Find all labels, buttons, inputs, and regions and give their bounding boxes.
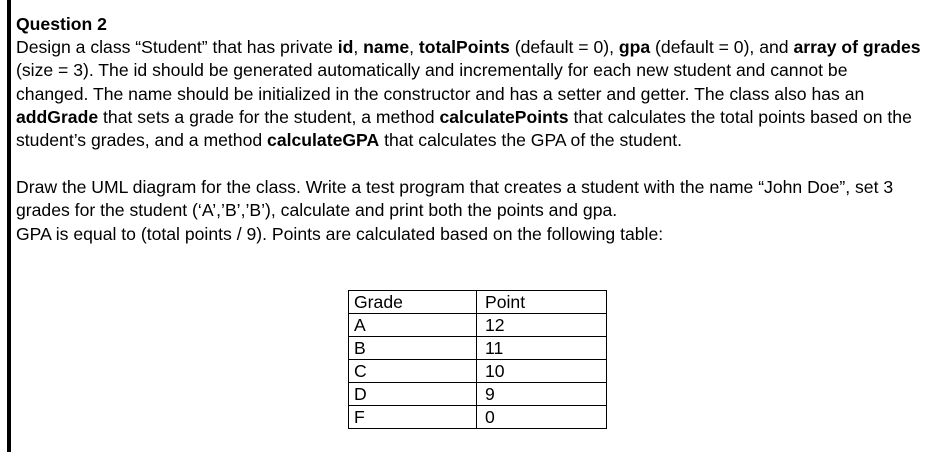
table-cell-grade: B [349,337,477,360]
table-cell-grade: A [349,314,477,337]
grade-points-table [348,290,607,429]
bold-term-id: id [337,37,354,58]
text-segment: that sets a grade for the student, a method [98,106,440,127]
table-cell-point: 12 [477,314,607,337]
text-segment: that calculates the GPA of the student. [379,130,683,151]
table-row [349,406,607,429]
text-segment: Design a class “Student” that has private [16,37,338,58]
table-cell-point: 10 [477,360,607,383]
question-block [16,13,921,246]
table-row [349,360,607,383]
table-cell-point: 9 [477,383,607,406]
question-paragraph-2 [16,176,921,246]
gpa-formula-text: GPA is equal to (total points / 9). Points are calculated based on the following table: [16,223,664,244]
text-segment: (default = 0), and [650,37,794,58]
table-header-grade: Grade [349,291,477,314]
text-segment: that calculates the total points based on the student’s grades, and a method [16,106,912,151]
table-row [349,314,607,337]
bold-term-calculatepoints: calculatePoints [439,106,569,127]
text-segment: (default = 0), [509,37,619,58]
text-segment: (size = 3). The id should be generated automatically and incrementally for each new student and cannot be changed. The name should be initialized in the constructor and has a setter and getter. The class also has an [16,60,865,104]
instruction-text: Draw the UML diagram for the class. Write a test program that creates a student with the name “John Doe”, set 3 grades for the student (‘A’,’B’,’B’), calculate and print both the points and gpa. [16,177,894,221]
text-segment: , [409,37,419,58]
table-cell-grade: D [349,383,477,406]
table-cell-point: 11 [477,337,607,360]
text-segment: , [353,37,364,58]
bold-term-addgrade: addGrade [16,106,99,127]
bold-term-name: name [363,37,410,58]
table-row [349,383,607,406]
question-paragraph-1 [16,36,921,152]
table-header-row [349,291,607,314]
table-cell-grade: F [349,406,477,429]
table-header-point: Point [477,291,607,314]
bold-term-totalpoints: totalPoints [418,37,510,58]
left-border-bar [7,0,11,452]
bold-term-array-of-grades: array of grades [793,37,921,58]
bold-term-gpa: gpa [618,37,651,58]
question-title: Question 2 [16,14,107,34]
table-row [349,337,607,360]
table-cell-grade: C [349,360,477,383]
table-cell-point: 0 [477,406,607,429]
bold-term-calculategpa: calculateGPA [267,130,380,151]
